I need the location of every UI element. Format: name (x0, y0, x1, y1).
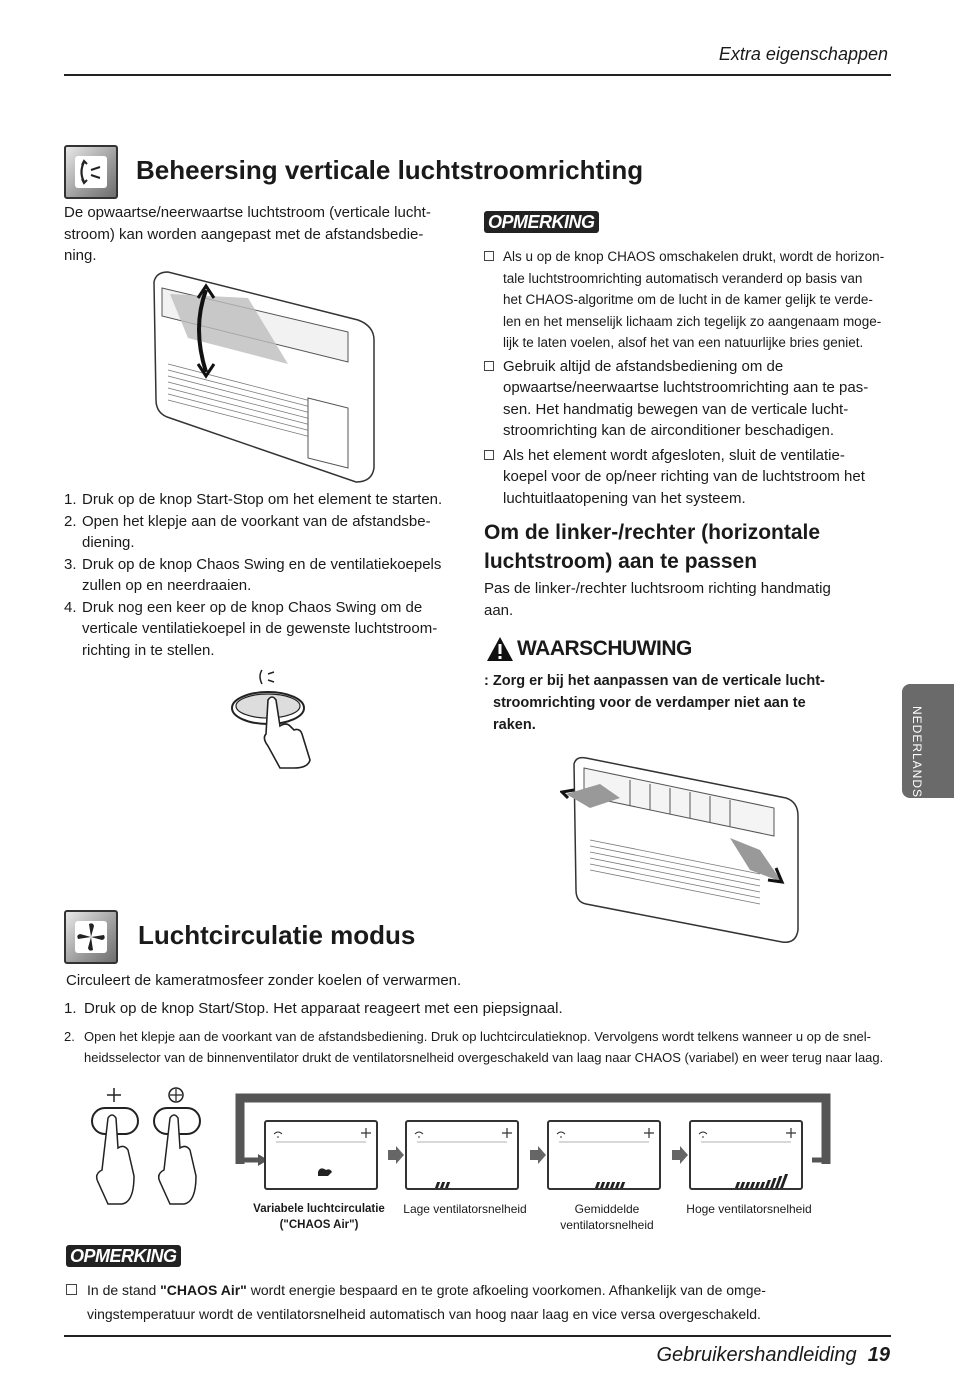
running-header: Extra eigenschappen (718, 44, 888, 64)
arrow-right-icon (528, 1146, 546, 1164)
vertical-airflow-intro: De opwaartse/neerwaartse luchtstroom (verticale lucht- stroom) kan worden aangepast met de afstandsbedie- ning. (64, 204, 431, 264)
language-tab (902, 684, 954, 798)
note-item: Gebruik altijd de afstandsbediening om de opwaartse/neerwaartse luchtstroomrichting aan te pas- sen. Het handmatig bewegen van de verticale lucht- stroomrichting kan de airconditioner beschadigen. (484, 356, 892, 442)
warning-text: : Zorg er bij het aanpassen van de verticale lucht- stroomrichting voor de verdamper niet aan te raken. (484, 673, 825, 733)
mode-caption-low: Lage ventilatorsnelheid (403, 1202, 527, 1216)
step-item: 1. Druk op de knop Start-Stop om het element te starten. (64, 491, 443, 508)
section-title-air-circulation: Luchtcirculatie modus (138, 920, 416, 950)
fan-icon (64, 910, 118, 964)
arrow-right-icon (386, 1146, 404, 1164)
chaos-swing-button-illustration (224, 664, 334, 772)
chaos-air-note: In de stand "CHAOS Air" wordt energie bespaard en te grote afkoeling voorkomen. Afhankelijk van de omge- vingstemperatuur wordt de ventilatorsnelheid automatisch van hoog naar laag en vice versa overgeschakeld. (66, 1278, 886, 1326)
header-rule (64, 74, 891, 76)
air-circulation-step-1: 1. Druk op de knop Start/Stop. Het apparaat reageert met een piepsignaal. (64, 1000, 563, 1017)
section-title-vertical-airflow: Beheersing verticale luchtstroomrichting (136, 155, 644, 185)
vertical-airflow-steps (64, 489, 474, 661)
footer: Gebruikershandleiding 19 (656, 1344, 890, 1366)
page-number: 19 (867, 1344, 890, 1366)
step-item: 4. Druk nog een keer op de knop Chaos Swing om de verticale ventilatiekoepel in de gewenste luchtstroom- richting in te stellen. (64, 598, 438, 659)
mode-panel-high (689, 1120, 803, 1190)
horizontal-airflow-text: Pas de linker-/rechter luchtsroom richting handmatig aan. (484, 580, 831, 619)
subheading-horizontal-airflow: Om de linker-/rechter (horizontale luchtstroom) aan te passen (484, 521, 821, 573)
arrow-right-icon (670, 1146, 688, 1164)
warning-triangle-icon (486, 636, 514, 662)
warning-header: WAARSCHUWING (486, 636, 692, 662)
note-badge: OPMERKING (484, 212, 599, 233)
note-badge-2: OPMERKING (66, 1246, 181, 1267)
language-tab-label: NEDERLANDS (910, 706, 924, 799)
fan-buttons-illustration (82, 1084, 212, 1206)
note-item: Als u op de knop CHAOS omschakelen drukt, wordt de horizon- tale luchtstroomrichting automatisch veranderd op basis van het CHAOS-algoritme om de lucht in de kamer gelijk te verde- len en het menselijk lichaam zich tegelijk zo aangenaam moge- lijk te laten voelen, alsof het van een natuurlijke bries geniet. (484, 246, 892, 354)
air-circulation-intro: Circuleert de kameratmosfeer zonder koelen of verwarmen. (66, 972, 462, 989)
note-item: Als het element wordt afgesloten, sluit de ventilatie- koepel voor de op/neer richting van de luchtstroom het luchtuitlaatopening van het systeem. (484, 445, 892, 510)
mode-caption-chaos-air: Variabele luchtcirculatie ("CHAOS Air") (253, 1203, 385, 1231)
mode-panel-chaos-air (264, 1120, 378, 1190)
mode-panel-low (405, 1120, 519, 1190)
air-circulation-step-2: 2. Open het klepje aan de voorkant van de afstandsbediening. Druk op luchtcirculatieknop. Vervolgens wordt telkens wanneer u op de snel- heidsselector van de binnenventilator drukt de ventilatorsnelheid overgeschakeld van laag naar CHAOS (variabel) en weer terug naar laag. (64, 1029, 884, 1065)
mode-panel-medium (547, 1120, 661, 1190)
mode-caption-high: Hoge ventilatorsnelheid (686, 1202, 812, 1216)
step-item: 2. Open het klepje aan de voorkant van de afstandsbe- diening. (64, 512, 431, 551)
mode-caption-medium: Gemiddelde ventilatorsnelheid (560, 1202, 654, 1232)
ac-unit-vertical-swing-illustration (148, 268, 378, 486)
ac-unit-horizontal-illustration (560, 754, 802, 948)
swing-icon (64, 145, 118, 199)
footer-rule (64, 1335, 891, 1337)
step-item: 3. Druk op de knop Chaos Swing en de ventilatiekoepels zullen op en neerdraaien. (64, 555, 442, 594)
note-list (484, 246, 892, 509)
